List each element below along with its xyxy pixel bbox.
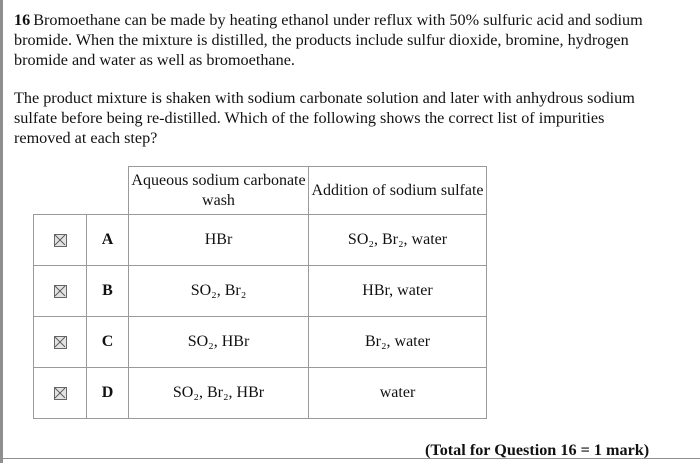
sulfate-cell: Br₂, water (309, 317, 487, 368)
aqueous-cell: HBr (129, 215, 309, 266)
aqueous-cell: SO₂, Br₂, HBr (129, 368, 309, 419)
header-aqueous-wash: Aqueous sodium carbonate wash (129, 167, 309, 215)
aqueous-cell: SO₂, Br₂ (129, 266, 309, 317)
sulfate-cell: water (309, 368, 487, 419)
option-row-a (34, 215, 487, 266)
header-sodium-sulfate: Addition of sodium sulfate (309, 167, 487, 215)
header-blank-cell (34, 167, 129, 215)
checkbox-icon[interactable] (54, 336, 67, 349)
option-letter: D (87, 368, 129, 419)
option-b-checkbox-cell[interactable] (34, 266, 87, 317)
option-letter: C (87, 317, 129, 368)
option-c-checkbox-cell[interactable] (34, 317, 87, 368)
checkbox-icon[interactable] (54, 285, 67, 298)
question-stem-1-text: Bromoethane can be made by heating ethanol under reflux with 50% sulfuric acid and sodium bromide. When the mixture is distilled, the products include sulfur dioxide, bromine, hydrogen bromide and water as well as bromoethane. (14, 11, 643, 69)
option-row-b (34, 266, 487, 317)
option-row-c (34, 317, 487, 368)
question-block (14, 10, 654, 148)
question-stem-1 (14, 10, 654, 70)
sulfate-cell: HBr, water (309, 266, 487, 317)
table-header-row (34, 167, 487, 215)
option-letter: A (87, 215, 129, 266)
checkbox-icon[interactable] (54, 387, 67, 400)
aqueous-cell: SO₂, HBr (129, 317, 309, 368)
option-a-checkbox-cell[interactable] (34, 215, 87, 266)
question-stem-2: The product mixture is shaken with sodium carbonate solution and later with anhydrous sodium sulfate before being re-distilled. Which of the following shows the correct list of impurities removed at each step? (14, 89, 635, 147)
option-letter: B (87, 266, 129, 317)
question-number: 16 (14, 11, 31, 29)
left-margin-rule (0, 0, 3, 463)
total-marks: (Total for Question 16 = 1 mark) (425, 441, 650, 459)
option-d-checkbox-cell[interactable] (34, 368, 87, 419)
checkbox-icon[interactable] (54, 234, 67, 247)
sulfate-cell: SO₂, Br₂, water (309, 215, 487, 266)
answer-table (33, 166, 487, 419)
option-row-d (34, 368, 487, 419)
